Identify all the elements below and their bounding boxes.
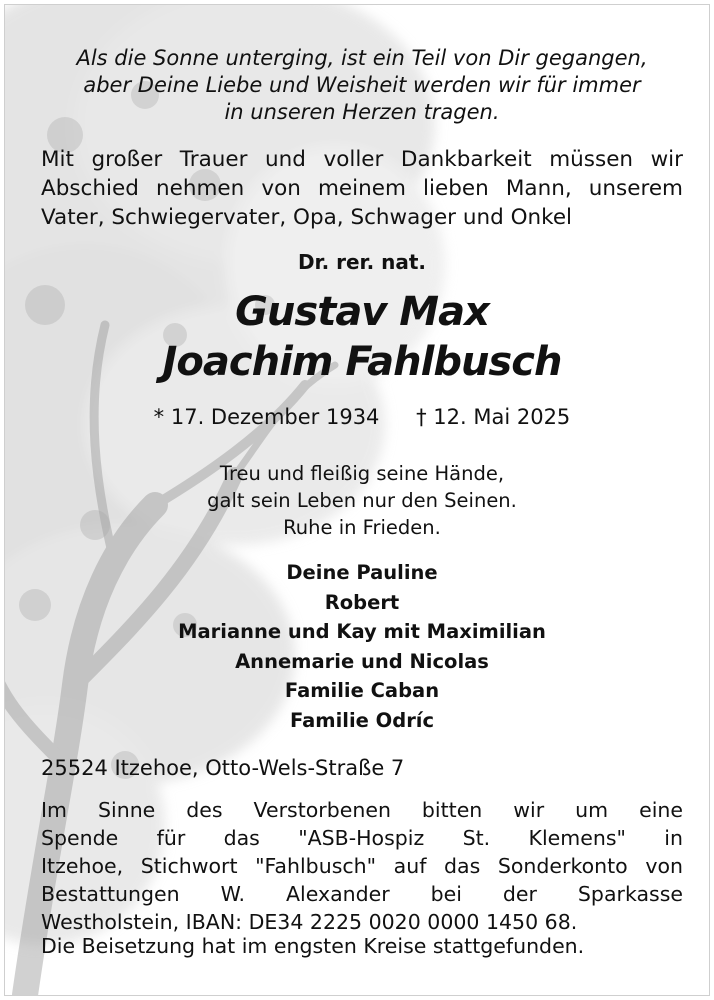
mourners-list (5, 558, 710, 735)
intro-text (41, 145, 683, 232)
motto-quote (5, 45, 710, 126)
birth-date: * 17. Dezember 1934 (153, 405, 380, 429)
donation-line: Bestattungen W. Alexander bei der Sparkasse (41, 882, 683, 906)
donation-request (41, 796, 683, 936)
mourner: Deine Pauline (286, 561, 438, 584)
deceased-name (5, 287, 710, 387)
name-line-2: Joachim Fahlbusch (162, 339, 562, 385)
motto-line: in unseren Herzen tragen. (224, 100, 500, 124)
intro-line: Vater, Schwiegervater, Opa, Schwager und Onkel (41, 205, 573, 230)
mourner: Familie Odríc (289, 708, 435, 732)
verse-line: Treu und fleißig seine Hände, (219, 462, 505, 485)
mourner: Annemarie und Nicolas (235, 649, 489, 673)
donation-line: Im Sinne des Verstorbenen bitten wir um eine (41, 798, 683, 822)
address: 25524 Itzehoe, Otto-Wels-Straße 7 (41, 756, 405, 780)
donation-line: Westholstein, IBAN: DE34 2225 0020 0000 1450 68. (41, 910, 578, 934)
motto-line: Als die Sonne unterging, ist ein Teil von Dir gegangen, (76, 46, 648, 70)
funeral-note: Die Beisetzung hat im engsten Kreise stattgefunden. (41, 934, 585, 958)
verse-line: Ruhe in Frieden. (283, 516, 441, 539)
mourner: Marianne und Kay mit Maximilian (178, 620, 546, 643)
donation-line: Itzehoe, Stichwort "Fahlbusch" auf das Sonderkonto von (41, 854, 683, 878)
life-dates (5, 403, 710, 431)
name-line-1: Gustav Max (235, 289, 489, 335)
verse (5, 460, 710, 541)
mourner: Familie Caban (284, 679, 440, 702)
motto-line: aber Deine Liebe und Weisheit werden wir für immer (83, 73, 641, 97)
intro-line: Mit großer Trauer und voller Dankbarkeit müssen wir (41, 147, 683, 172)
obituary-card (4, 4, 710, 996)
death-date: † 12. Mai 2025 (416, 405, 571, 429)
verse-line: galt sein Leben nur den Seinen. (207, 489, 517, 512)
academic-title: Dr. rer. nat. (297, 250, 427, 274)
donation-line: Spende für das "ASB-Hospiz St. Klemens" in (41, 826, 683, 850)
intro-line: Abschied nehmen von meinem lieben Mann, unserem (41, 176, 683, 201)
mourner: Robert (324, 590, 400, 614)
